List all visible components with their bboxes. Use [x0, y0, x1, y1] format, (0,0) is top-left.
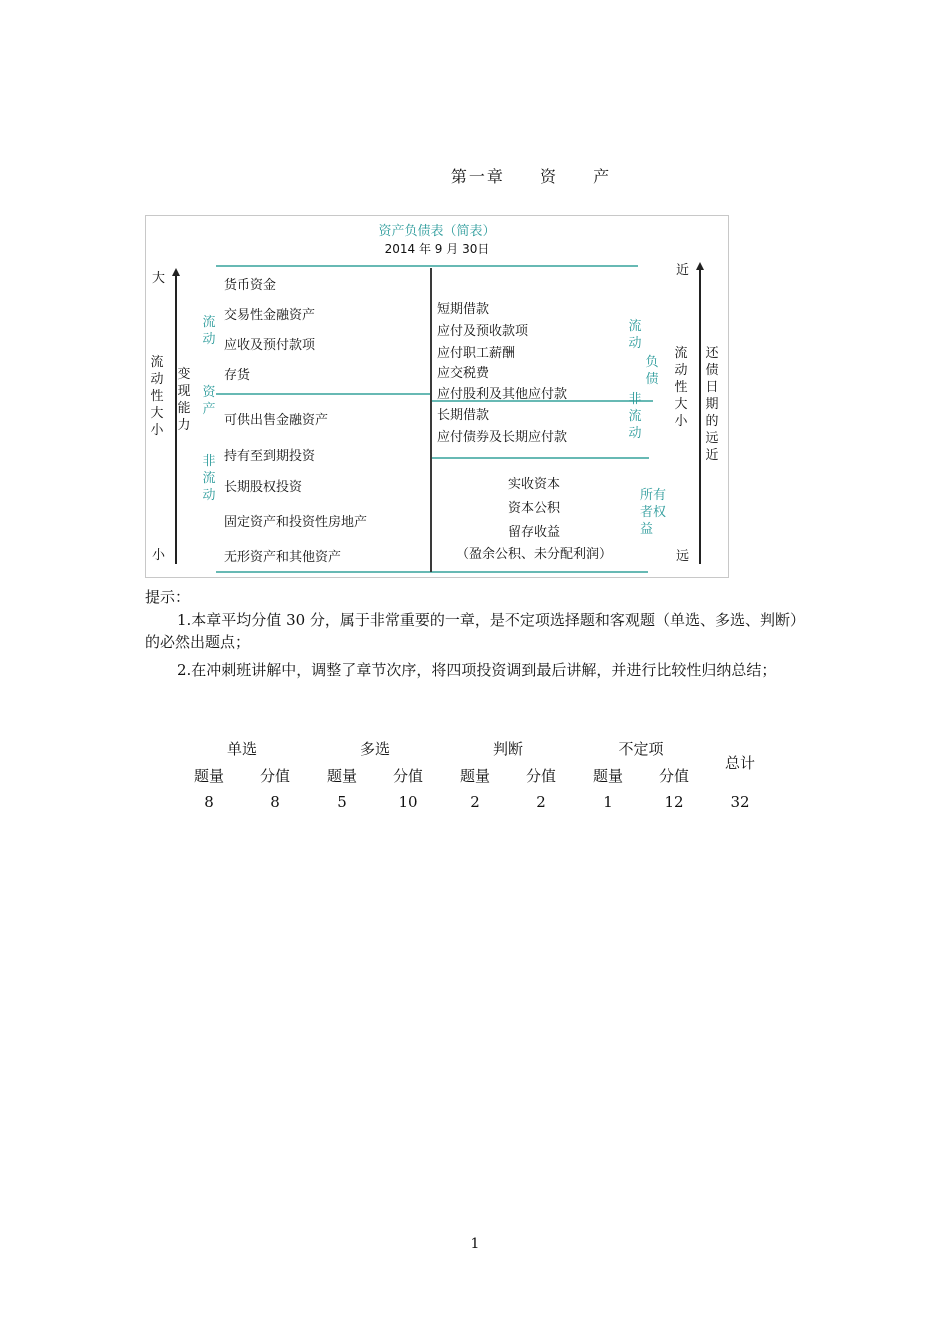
- hint-label: 提示：: [145, 588, 191, 606]
- score-value: 1: [603, 793, 613, 811]
- group-header: 单选: [226, 740, 257, 758]
- group-header: 不定项: [618, 740, 664, 758]
- score-value: 2: [470, 793, 480, 811]
- hint-paragraph: 1.本章平均分值 30 分，属于非常重要的一章，是不定项选择题和客观题（单选、多选、判断）的必然出题点；: [145, 611, 805, 651]
- sub-header: 分值: [525, 767, 556, 785]
- liability-item: 应付及预收款项: [437, 324, 529, 339]
- score-value: 5: [337, 793, 347, 811]
- liability-item: 应付职工薪酬: [437, 346, 516, 361]
- total-value: 32: [730, 793, 750, 811]
- chapter-title-part: 第一章: [450, 167, 505, 186]
- liab-current-label: 流动: [628, 319, 642, 351]
- score-value: 8: [204, 793, 214, 811]
- chapter-title: [0, 164, 950, 187]
- liquidity-size-label: 流动性大小: [150, 355, 164, 438]
- asset-divider: [216, 393, 431, 395]
- axis-bottom-far: 远: [676, 549, 690, 564]
- equity-item: 实收资本: [508, 477, 561, 492]
- current-label: 流动: [202, 315, 216, 347]
- liability-item: 应付股利及其他应付款: [437, 387, 568, 402]
- assets-label: 资产: [202, 385, 216, 417]
- chapter-title-part: 资: [539, 167, 558, 186]
- group-header: 判断: [492, 740, 523, 758]
- figure-title: 资产负债表（简表）: [378, 224, 496, 239]
- equity-item: 留存收益: [508, 525, 561, 540]
- asset-item: 长期股权投资: [224, 480, 303, 495]
- noncurrent-label: 非流动: [202, 454, 216, 503]
- balance-sheet-figure: [145, 215, 729, 578]
- chapter-title-part: 产: [593, 167, 612, 186]
- group-header: 多选: [359, 740, 390, 758]
- asset-item: 持有至到期投资: [224, 449, 316, 464]
- asset-item: 存货: [224, 368, 251, 383]
- score-value: 12: [664, 793, 684, 811]
- liability-item: 短期借款: [437, 302, 490, 317]
- sub-header: 分值: [259, 767, 290, 785]
- liabilities-label: 负债: [645, 355, 659, 387]
- total-header: 总计: [724, 754, 755, 772]
- asset-item: 可供出售金融资产: [224, 413, 329, 428]
- sub-header: 题量: [326, 767, 357, 785]
- axis-top-near: 近: [676, 263, 690, 278]
- page-number: 1: [470, 1236, 480, 1252]
- score-value: 8: [270, 793, 280, 811]
- liability-item: 应交税费: [437, 366, 490, 381]
- convertibility-label: 变现能力: [177, 367, 191, 433]
- sub-header: 分值: [392, 767, 423, 785]
- repayment-date-label: 还债日期的远近: [705, 346, 719, 463]
- equity-divider: [431, 457, 649, 459]
- axis-top-large: 大: [152, 271, 166, 286]
- right-liquidity-label: 流动性大小: [674, 346, 688, 429]
- sub-header: 分值: [658, 767, 689, 785]
- sub-header: 题量: [592, 767, 623, 785]
- asset-item: 应收及预付款项: [224, 338, 316, 353]
- asset-item: 无形资产和其他资产: [224, 550, 342, 565]
- sub-header: 题量: [193, 767, 224, 785]
- equity-item: （盈余公积、未分配利润）: [456, 547, 613, 562]
- bottom-divider: [216, 571, 648, 573]
- axis-bottom-small: 小: [152, 548, 166, 563]
- asset-item: 交易性金融资产: [224, 308, 316, 323]
- center-divider: [430, 268, 432, 572]
- score-value: 10: [398, 793, 418, 811]
- equity-item: 资本公积: [508, 501, 561, 516]
- equity-label: 所有者权益: [640, 488, 667, 537]
- liability-item: 应付债券及长期应付款: [437, 430, 568, 445]
- asset-item: 货币资金: [224, 278, 277, 293]
- asset-item: 固定资产和投资性房地产: [224, 515, 368, 530]
- sub-header: 题量: [459, 767, 490, 785]
- hint-paragraph: 2.在冲刺班讲解中，调整了章节次序，将四项投资调到最后讲解，并进行比较性归纳总结；: [177, 661, 777, 679]
- liability-item: 长期借款: [437, 408, 490, 423]
- top-divider: [216, 265, 638, 267]
- right-axis-line: [699, 268, 701, 564]
- figure-date: 2014 年 9 月 30日: [384, 242, 490, 256]
- score-value: 2: [536, 793, 546, 811]
- liab-noncurrent-label: 非流动: [628, 392, 642, 441]
